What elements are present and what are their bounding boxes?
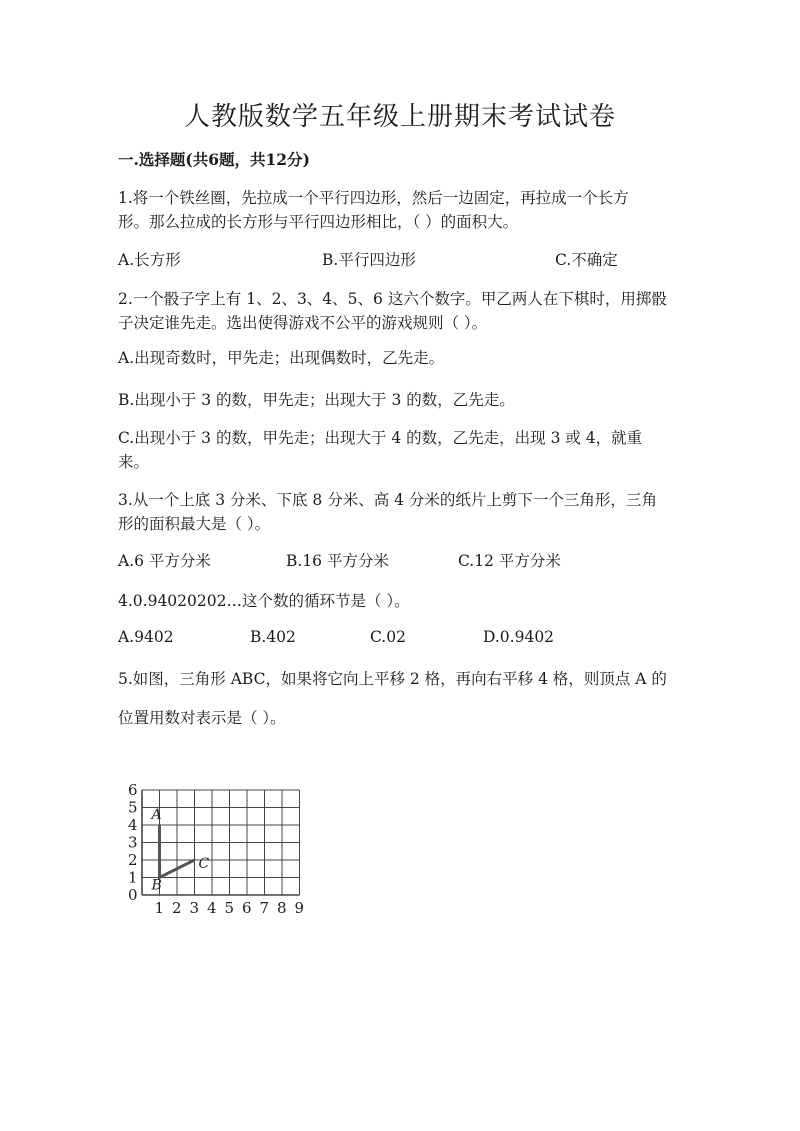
x-axis-label: 7 [259,899,270,917]
q4-option-c: C.02 [370,628,406,646]
y-axis-label: 3 [128,833,138,852]
q1-option-b: B.平行四边形 [322,251,416,269]
x-axis-label: 3 [189,899,200,917]
x-axis-label: 1 [154,899,165,917]
q4-option-d: D.0.9402 [483,628,555,646]
q4-option-a: A.9402 [118,628,174,646]
vertex-label-c: C [198,856,210,872]
y-axis-label: 4 [128,816,138,834]
section-heading: 一.选择题(共6题，共12分) [118,150,310,169]
q1-line-2: 形。那么拉成的长方形与平行四边形相比，（ ）的面积大。 [118,213,519,231]
q5-line-2: 位置用数对表示是（ ）。 [118,709,286,727]
y-axis-label: 5 [128,798,138,817]
y-axis-label: 6 [128,781,138,799]
coordinate-grid [118,755,318,925]
x-axis-label: 5 [224,899,235,917]
vertex-label-a: A [151,807,162,823]
q2-option-c-line-1: C.出现小于 3 的数，甲先走；出现大于 4 的数，乙先走，出现 3 或 4，就重 [118,429,643,447]
vertex-label-b: B [151,877,162,894]
x-axis-label: 6 [242,899,252,917]
y-axis-label: 1 [128,868,138,887]
q2-option-a: A.出现奇数时，甲先走；出现偶数时，乙先走。 [118,349,445,367]
q1-line-1: 1.将一个铁丝圈，先拉成一个平行四边形，然后一边固定，再拉成一个长方 [118,189,629,207]
q3-option-b: B.16 平方分米 [286,552,389,570]
q3-option-a: A.6 平方分米 [118,552,211,570]
q4-line-1: 4.0.94020202…这个数的循环节是（ ）。 [118,592,410,610]
y-axis-label: 0 [128,886,138,904]
q1-option-c: C.不确定 [555,251,618,269]
x-axis-label: 4 [207,899,217,917]
x-axis-label: 8 [277,899,287,917]
q5-line-1: 5.如图，三角形 ABC，如果将它向上平移 2 格，再向右平移 4 格，则顶点 A 的 [118,670,667,688]
q2-option-c-line-2: 来。 [118,453,150,471]
y-axis-label: 2 [128,851,138,869]
q2-line-2: 子决定谁先走。选出使得游戏不公平的游戏规则（ ）。 [118,314,488,332]
coordinate-grid-figure [118,755,318,925]
q2-line-1: 2.一个骰子字上有 1、2、3、4、5、6 这六个数字。甲乙两人在下棋时，用掷骰 [118,290,667,308]
q3-line-2: 形的面积最大是（ ）。 [118,515,271,533]
x-axis-label: 2 [172,899,182,917]
q2-option-b: B.出现小于 3 的数，甲先走；出现大于 3 的数，乙先走。 [118,391,515,409]
q3-line-1: 3.从一个上底 3 分米、下底 8 分米、高 4 分米的纸片上剪下一个三角形，三角 [118,491,657,509]
q4-option-b: B.402 [250,628,296,646]
q3-option-c: C.12 平方分米 [458,552,561,570]
exam-title: 人教版数学五年级上册期末考试试卷 [183,102,616,132]
x-axis-label: 9 [294,899,305,917]
q1-option-a: A.长方形 [118,251,181,269]
